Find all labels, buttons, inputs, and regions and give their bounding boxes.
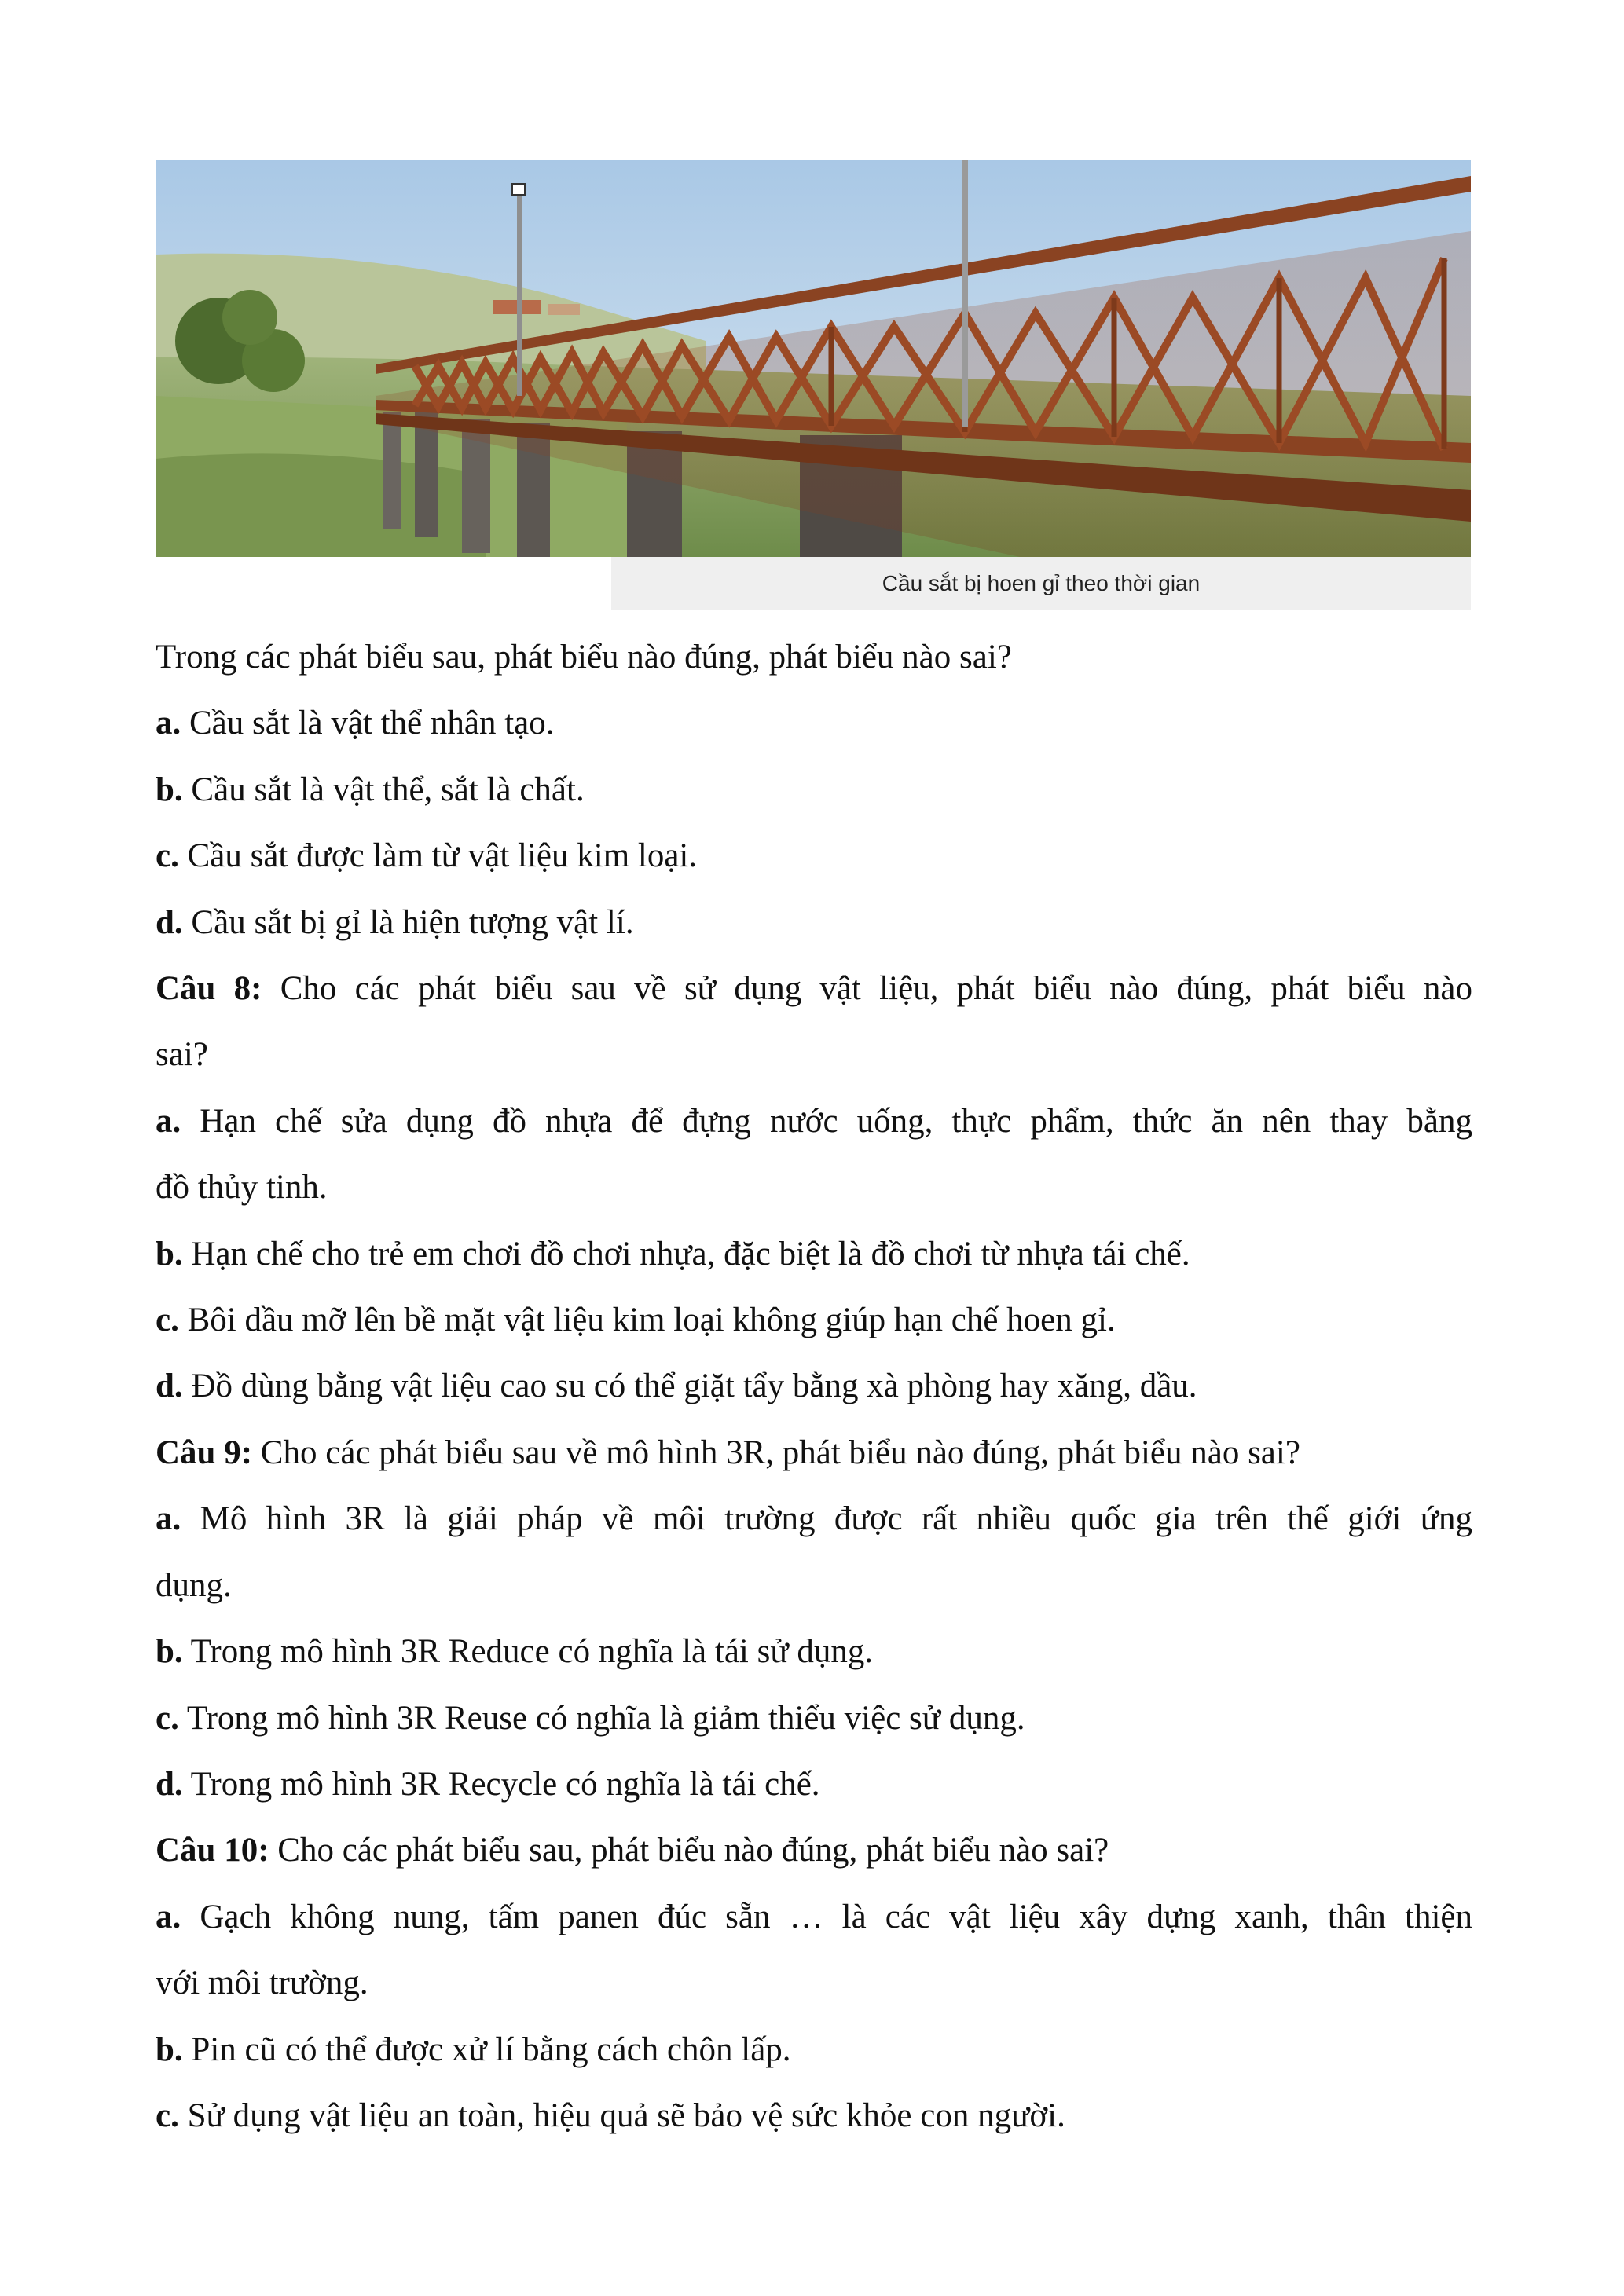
option-label: d. xyxy=(156,903,183,941)
cau10-option-a: a. Gạch không nung, tấm panen đúc sẵn … là các vật liệu xây dựng xanh, thân thiện xyxy=(156,1898,1472,1935)
caption-box xyxy=(611,557,1471,610)
cau8-stem: Câu 8: Cho các phát biểu sau về sử dụng vật liệu, phát biểu nào đúng, phát biểu nào xyxy=(156,970,1472,1008)
cau10-option-b: b. Pin cũ có thể được xử lí bằng cách chôn lấp. xyxy=(156,2031,791,2068)
option-label: c. xyxy=(156,2096,179,2134)
option-label: b. xyxy=(156,1235,183,1273)
caption-strip xyxy=(156,557,1471,610)
cau8-option-a: a. Hạn chế sửa dụng đồ nhựa để đựng nước uống, thực phẩm, thức ăn nên thay bằng xyxy=(156,1102,1472,1140)
cau9-option-a-cont: dụng. xyxy=(156,1566,232,1604)
intro-question: Trong các phát biểu sau, phát biểu nào đúng, phát biểu nào sai? xyxy=(156,639,1012,676)
cau8-stem-cont: sai? xyxy=(156,1036,208,1074)
question-text-block xyxy=(156,624,1472,2149)
question-number: Câu 9: xyxy=(156,1434,253,1471)
cau10-option-c: c. Sử dụng vật liệu an toàn, hiệu quả sẽ bảo vệ sức khỏe con người. xyxy=(156,2096,1065,2134)
cau8-option-b: b. Hạn chế cho trẻ em chơi đồ chơi nhựa, đặc biệt là đồ chơi từ nhựa tái chế. xyxy=(156,1235,1190,1273)
option-label: b. xyxy=(156,1633,183,1671)
option-label: a. xyxy=(156,1500,181,1538)
cau9-option-b: b. Trong mô hình 3R Reduce có nghĩa là tái sử dụng. xyxy=(156,1633,874,1671)
cau9-option-a: a. Mô hình 3R là giải pháp về môi trường được rất nhiều quốc gia trên thế giới ứng xyxy=(156,1500,1472,1538)
cau10-option-a-cont: với môi trường. xyxy=(156,1965,368,2002)
cau9-option-c: c. Trong mô hình 3R Reuse có nghĩa là giảm thiểu việc sử dụng. xyxy=(156,1699,1025,1737)
question-number: Câu 10: xyxy=(156,1832,269,1869)
option-label: a. xyxy=(156,1898,181,1935)
cau8-option-a-cont: đồ thủy tinh. xyxy=(156,1169,328,1207)
cau8-option-c: c. Bôi dầu mỡ lên bề mặt vật liệu kim loại không giúp hạn chế hoen gỉ. xyxy=(156,1302,1116,1339)
bridge-figure xyxy=(156,154,1471,610)
intro-option-b: b. Cầu sắt là vật thể, sắt là chất. xyxy=(156,771,585,808)
option-label: a. xyxy=(156,705,181,742)
question-number: Câu 8: xyxy=(156,970,262,1008)
option-label: c. xyxy=(156,837,179,875)
cau9-stem: Câu 9: Cho các phát biểu sau về mô hình 3R, phát biểu nào đúng, phát biểu nào sai? xyxy=(156,1434,1300,1471)
option-label: a. xyxy=(156,1102,181,1140)
option-label: c. xyxy=(156,1302,179,1339)
intro-option-c: c. Cầu sắt được làm từ vật liệu kim loại. xyxy=(156,837,698,875)
figure-caption: Cầu sắt bị hoen gỉ theo thời gian xyxy=(882,570,1201,595)
cau10-stem: Câu 10: Cho các phát biểu sau, phát biểu nào đúng, phát biểu nào sai? xyxy=(156,1832,1109,1869)
option-label: d. xyxy=(156,1765,183,1803)
option-label: c. xyxy=(156,1699,179,1737)
cau8-option-d: d. Đồ dùng bằng vật liệu cao su có thể giặt tẩy bằng xà phòng hay xăng, dầu. xyxy=(156,1368,1197,1405)
option-label: b. xyxy=(156,2031,183,2068)
option-label: d. xyxy=(156,1368,183,1405)
cau9-option-d: d. Trong mô hình 3R Recycle có nghĩa là tái chế. xyxy=(156,1765,820,1803)
intro-option-a: a. Cầu sắt là vật thể nhân tạo. xyxy=(156,705,555,742)
option-label: b. xyxy=(156,771,183,808)
rusty-bridge-photo xyxy=(156,160,1471,557)
intro-option-d: d. Cầu sắt bị gỉ là hiện tượng vật lí. xyxy=(156,903,634,941)
